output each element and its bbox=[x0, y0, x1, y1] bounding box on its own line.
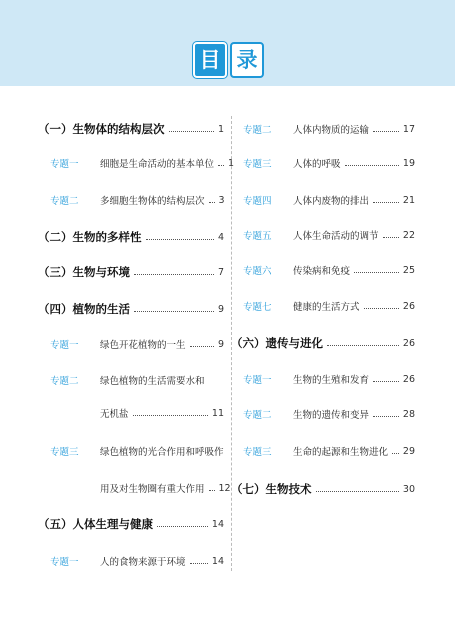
topic-tag: 专题四 bbox=[243, 196, 272, 207]
entry-title: 人体内废物的排出 bbox=[293, 196, 370, 207]
leader-dots bbox=[133, 415, 208, 416]
topic-tag: 专题二 bbox=[243, 125, 272, 136]
entry-title: 生命的起源和生物进化 bbox=[293, 447, 389, 458]
toc-entry[interactable] bbox=[50, 154, 235, 172]
entry-title: 无机盐 bbox=[100, 409, 129, 420]
entry-title: 绿色开花植物的一生 bbox=[100, 340, 186, 351]
leader-dots bbox=[373, 131, 399, 132]
topic-tag: 专题三 bbox=[243, 159, 272, 170]
entry-title: 人体生命活动的调节 bbox=[293, 231, 379, 242]
page-number: 19 bbox=[402, 157, 415, 169]
entry-title: 生物的遗传和变异 bbox=[293, 410, 370, 421]
entry-title: 人体内物质的运输 bbox=[293, 125, 370, 136]
page-number: 14 bbox=[211, 555, 224, 567]
page-number: 3 bbox=[218, 194, 225, 206]
leader-dots bbox=[373, 202, 399, 203]
topic-tag: 专题六 bbox=[243, 266, 272, 277]
page-number: 21 bbox=[402, 194, 415, 206]
leader-dots bbox=[316, 491, 399, 492]
page-number: 7 bbox=[217, 266, 224, 278]
topic-tag: 专题七 bbox=[243, 302, 272, 313]
leader-dots bbox=[209, 490, 215, 491]
topic-tag: 专题二 bbox=[50, 196, 79, 207]
leader-dots bbox=[218, 165, 224, 166]
entry-title: 健康的生活方式 bbox=[293, 302, 360, 313]
toc-entry[interactable] bbox=[50, 442, 224, 460]
page-title bbox=[193, 42, 264, 76]
page-number: 17 bbox=[402, 123, 415, 135]
toc-chapter[interactable] bbox=[231, 480, 415, 498]
topic-tag: 专题一 bbox=[243, 375, 272, 386]
topic-tag: 专题五 bbox=[243, 231, 272, 242]
topic-tag: 专题一 bbox=[50, 159, 79, 170]
entry-title: （四）植物的生活 bbox=[38, 302, 130, 316]
toc-entry[interactable] bbox=[50, 371, 224, 389]
leader-dots bbox=[392, 453, 399, 454]
entry-title: （二）生物的多样性 bbox=[38, 230, 142, 244]
topic-tag: 专题一 bbox=[50, 557, 79, 568]
page-number: 26 bbox=[402, 300, 415, 312]
entry-title: 细胞是生命活动的基本单位 bbox=[100, 159, 215, 170]
toc-entry[interactable] bbox=[50, 191, 224, 209]
leader-dots bbox=[209, 202, 215, 203]
leader-dots bbox=[146, 239, 214, 240]
entry-title: （六）遗传与进化 bbox=[231, 336, 323, 350]
leader-dots bbox=[373, 416, 399, 417]
page-number: 1 bbox=[217, 123, 224, 135]
page-number: 12 bbox=[218, 482, 231, 494]
entry-title: （一）生物体的结构层次 bbox=[38, 122, 165, 136]
toc-entry[interactable] bbox=[243, 370, 415, 388]
leader-dots bbox=[383, 237, 399, 238]
page-number: 29 bbox=[402, 445, 415, 457]
leader-dots bbox=[354, 272, 399, 273]
page-number: 1 bbox=[228, 157, 235, 169]
toc-entry[interactable] bbox=[100, 479, 231, 497]
entry-title: 人体的呼吸 bbox=[293, 159, 341, 170]
entry-title: 多细胞生物体的结构层次 bbox=[100, 196, 205, 207]
leader-dots bbox=[373, 381, 399, 382]
page-number: 14 bbox=[211, 518, 224, 530]
topic-tag: 专题一 bbox=[50, 340, 79, 351]
leader-dots bbox=[364, 308, 399, 309]
entry-title: 人的食物来源于环境 bbox=[100, 557, 186, 568]
toc-entry[interactable] bbox=[243, 442, 415, 460]
title-char-2: 录 bbox=[230, 42, 264, 78]
toc-entry[interactable] bbox=[243, 120, 415, 138]
toc-entry[interactable] bbox=[243, 191, 415, 209]
toc-entry[interactable] bbox=[243, 154, 415, 172]
leader-dots bbox=[169, 131, 214, 132]
entry-title: （五）人体生理与健康 bbox=[38, 517, 153, 531]
page-number: 25 bbox=[402, 264, 415, 276]
page-number: 26 bbox=[402, 337, 415, 349]
topic-tag: 专题三 bbox=[243, 447, 272, 458]
entry-title: 绿色植物的光合作用和呼吸作 bbox=[100, 447, 224, 458]
toc-entry[interactable] bbox=[243, 405, 415, 423]
toc-entry[interactable] bbox=[243, 261, 415, 279]
toc-entry[interactable] bbox=[100, 404, 224, 422]
toc-chapter[interactable] bbox=[38, 300, 224, 318]
toc-chapter[interactable] bbox=[38, 263, 224, 281]
page-number: 9 bbox=[217, 303, 224, 315]
title-char-1: 目 bbox=[193, 42, 227, 78]
toc-entry[interactable] bbox=[243, 226, 415, 244]
toc-chapter[interactable] bbox=[38, 228, 224, 246]
page-number: 9 bbox=[217, 338, 224, 350]
toc-entry[interactable] bbox=[243, 297, 415, 315]
topic-tag: 专题二 bbox=[243, 410, 272, 421]
page-number: 4 bbox=[217, 231, 224, 243]
leader-dots bbox=[157, 526, 208, 527]
leader-dots bbox=[190, 346, 214, 347]
entry-title: （三）生物与环境 bbox=[38, 265, 130, 279]
page-number: 28 bbox=[402, 408, 415, 420]
toc-chapter[interactable] bbox=[38, 515, 224, 533]
toc-entry[interactable] bbox=[50, 552, 224, 570]
entry-title: 生物的生殖和发育 bbox=[293, 375, 370, 386]
toc-chapter[interactable] bbox=[38, 120, 224, 138]
leader-dots bbox=[327, 345, 399, 346]
leader-dots bbox=[134, 274, 214, 275]
entry-title: 用及对生物圈有重大作用 bbox=[100, 484, 205, 495]
leader-dots bbox=[345, 165, 399, 166]
topic-tag: 专题三 bbox=[50, 447, 79, 458]
leader-dots bbox=[134, 311, 214, 312]
toc-chapter[interactable] bbox=[231, 334, 415, 352]
entry-title: （七）生物技术 bbox=[231, 482, 312, 496]
page-number: 30 bbox=[402, 483, 415, 495]
page-number: 11 bbox=[211, 407, 224, 419]
entry-title: 传染病和免疫 bbox=[293, 266, 351, 277]
entry-title: 绿色植物的生活需要水和 bbox=[100, 376, 205, 387]
toc-entry[interactable] bbox=[50, 335, 224, 353]
topic-tag: 专题二 bbox=[50, 376, 79, 387]
page-number: 26 bbox=[402, 373, 415, 385]
leader-dots bbox=[190, 563, 208, 564]
page-number: 22 bbox=[402, 229, 415, 241]
